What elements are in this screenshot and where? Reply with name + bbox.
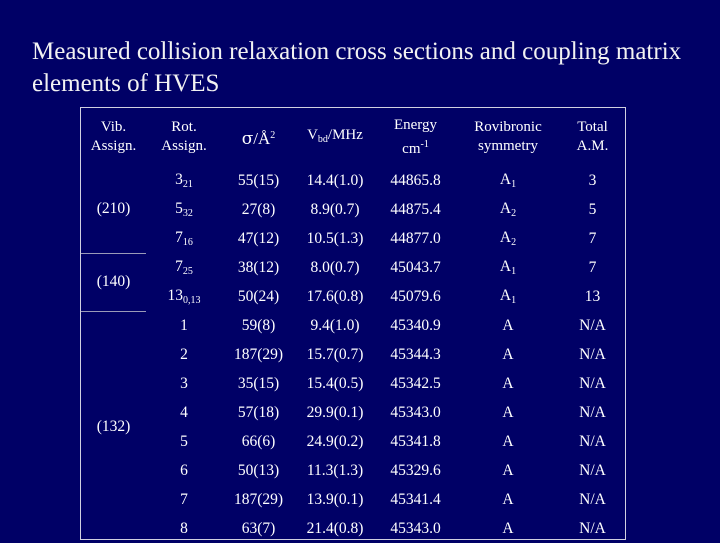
vbd-cell: 11.3(1.3) bbox=[306, 461, 364, 479]
energy-cell: 45341.8 bbox=[390, 432, 441, 450]
symmetry-cell: $A_1$ bbox=[499, 171, 517, 190]
table-row bbox=[81, 224, 625, 253]
header-rot-assign: Rot. Assign. bbox=[161, 119, 207, 154]
symmetry-cell: $A_2$ bbox=[499, 200, 517, 219]
energy-cell: 45344.3 bbox=[390, 345, 441, 363]
sigma-cell: 50(13) bbox=[237, 461, 280, 479]
table-row bbox=[81, 456, 625, 485]
total-am-cell: 7 bbox=[588, 229, 597, 247]
total-am-cell: N/A bbox=[579, 403, 606, 421]
vbd-cell: 13.9(0.1) bbox=[306, 490, 364, 508]
vbd-cell: 14.4(1.0) bbox=[306, 171, 364, 189]
data-table-frame bbox=[80, 107, 626, 540]
energy-cell: 44865.8 bbox=[390, 171, 441, 189]
sigma-cell: 47(12) bbox=[237, 229, 280, 247]
total-am-cell: N/A bbox=[579, 345, 606, 363]
symmetry-cell: $A_2$ bbox=[499, 229, 517, 248]
total-am-cell: N/A bbox=[579, 316, 606, 334]
table-row bbox=[81, 282, 625, 311]
header-sigma: $\sigma/Å^2$ bbox=[241, 128, 276, 149]
table-row bbox=[81, 427, 625, 456]
header-total-am: Total A.M. bbox=[576, 119, 609, 154]
vbd-cell: 8.0(0.7) bbox=[310, 258, 360, 276]
sigma-cell: 66(6) bbox=[241, 432, 276, 450]
rot-assign-cell: 5 bbox=[180, 432, 188, 450]
energy-cell: 44877.0 bbox=[390, 229, 441, 247]
rot-assign-cell: $3_{21}$ bbox=[175, 171, 193, 190]
symmetry-cell: $A_1$ bbox=[499, 287, 517, 306]
total-am-cell: N/A bbox=[579, 519, 606, 537]
vbd-cell: 9.4(1.0) bbox=[310, 316, 360, 334]
symmetry-cell: A bbox=[502, 403, 514, 421]
symmetry-cell: A bbox=[502, 519, 514, 537]
header-vib-assign: Vib. Assign. bbox=[90, 119, 137, 154]
header-energy: Energy $cm^{-1}$ bbox=[393, 116, 438, 157]
symmetry-cell: A bbox=[502, 461, 514, 479]
vbd-cell: 29.9(0.1) bbox=[306, 403, 364, 421]
vbd-cell: 15.4(0.5) bbox=[306, 374, 364, 392]
energy-cell: 45043.7 bbox=[390, 258, 441, 276]
sigma-cell: 187(29) bbox=[233, 490, 284, 508]
header-rovibronic-symmetry: Rovibronic symmetry bbox=[474, 119, 542, 154]
rot-assign-cell: $7_{25}$ bbox=[175, 258, 193, 277]
total-am-cell: N/A bbox=[579, 490, 606, 508]
rot-assign-cell: $7_{16}$ bbox=[175, 229, 193, 248]
total-am-cell: 7 bbox=[588, 258, 597, 276]
symmetry-cell: A bbox=[502, 345, 514, 363]
total-am-cell: N/A bbox=[579, 432, 606, 450]
sigma-cell: 63(7) bbox=[241, 519, 276, 537]
sigma-cell: 59(8) bbox=[241, 316, 276, 334]
table-row bbox=[81, 195, 625, 224]
energy-cell: 45343.0 bbox=[390, 519, 441, 537]
energy-cell: 44875.4 bbox=[390, 200, 441, 218]
vib-assign-cell: (210) bbox=[81, 166, 146, 253]
rot-assign-cell: 3 bbox=[180, 374, 188, 392]
total-am-cell: 13 bbox=[584, 287, 601, 305]
rot-assign-cell: 6 bbox=[180, 461, 188, 479]
table-row bbox=[81, 514, 625, 543]
symmetry-cell: $A_1$ bbox=[499, 258, 517, 277]
total-am-cell: 5 bbox=[588, 200, 597, 218]
rot-assign-cell: $5_{32}$ bbox=[175, 200, 193, 219]
table-row bbox=[81, 369, 625, 398]
vbd-cell: 17.6(0.8) bbox=[306, 287, 364, 305]
energy-cell: 45340.9 bbox=[390, 316, 441, 334]
vbd-cell: 24.9(0.2) bbox=[306, 432, 364, 450]
table-row bbox=[81, 340, 625, 369]
rot-assign-cell: 7 bbox=[180, 490, 188, 508]
rot-assign-cell: 8 bbox=[180, 519, 188, 537]
table-row bbox=[81, 253, 625, 282]
data-table bbox=[81, 108, 625, 543]
slide-title: Measured collision relaxation cross sections and coupling matrix elements of HVES bbox=[32, 38, 682, 97]
symmetry-cell: A bbox=[502, 316, 514, 334]
table-row bbox=[81, 311, 625, 340]
vbd-cell: 8.9(0.7) bbox=[310, 200, 360, 218]
symmetry-cell: A bbox=[502, 432, 514, 450]
header-row bbox=[81, 108, 625, 166]
vib-assign-cell: (140) bbox=[81, 253, 146, 311]
header-vbd: $V_{bd}$/MHz bbox=[307, 126, 363, 145]
rot-assign-cell: $13_{0,13}$ bbox=[167, 287, 201, 306]
sigma-cell: 50(24) bbox=[237, 287, 280, 305]
table-row bbox=[81, 485, 625, 514]
sigma-cell: 27(8) bbox=[241, 200, 276, 218]
rot-assign-cell: 2 bbox=[180, 345, 188, 363]
table-row bbox=[81, 398, 625, 427]
vbd-cell: 15.7(0.7) bbox=[306, 345, 364, 363]
table-row bbox=[81, 166, 625, 195]
symmetry-cell: A bbox=[502, 490, 514, 508]
rot-assign-cell: 1 bbox=[180, 316, 188, 334]
sigma-cell: 55(15) bbox=[237, 171, 280, 189]
energy-cell: 45341.4 bbox=[390, 490, 441, 508]
vbd-cell: 21.4(0.8) bbox=[306, 519, 364, 537]
energy-cell: 45079.6 bbox=[390, 287, 441, 305]
energy-cell: 45343.0 bbox=[390, 403, 441, 421]
total-am-cell: N/A bbox=[579, 374, 606, 392]
total-am-cell: 3 bbox=[588, 171, 597, 189]
sigma-cell: 57(18) bbox=[237, 403, 280, 421]
energy-cell: 45342.5 bbox=[390, 374, 441, 392]
vib-assign-cell: (132) bbox=[96, 418, 131, 436]
sigma-cell: 187(29) bbox=[233, 345, 284, 363]
vbd-cell: 10.5(1.3) bbox=[306, 229, 364, 247]
energy-cell: 45329.6 bbox=[390, 461, 441, 479]
symmetry-cell: A bbox=[502, 374, 514, 392]
sigma-cell: 35(15) bbox=[237, 374, 280, 392]
total-am-cell: N/A bbox=[579, 461, 606, 479]
rot-assign-cell: 4 bbox=[180, 403, 188, 421]
sigma-cell: 38(12) bbox=[237, 258, 280, 276]
